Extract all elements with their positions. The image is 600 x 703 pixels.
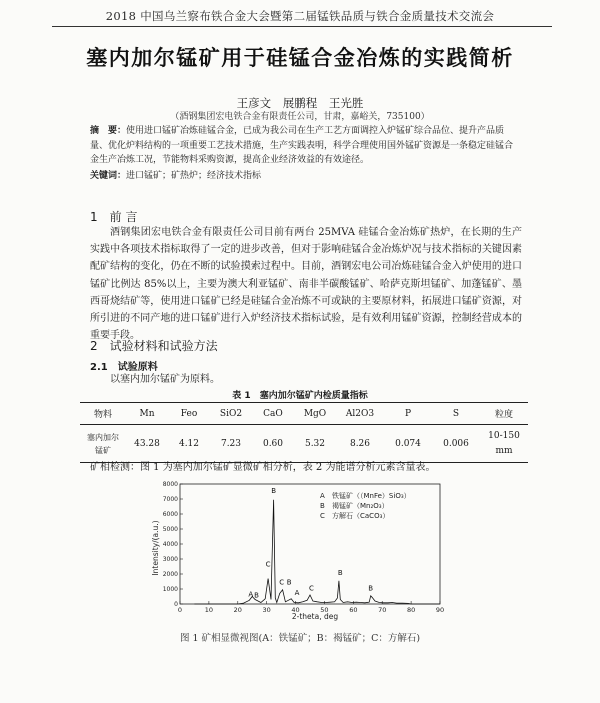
peak-label: A (294, 589, 300, 597)
proceedings-header: 2018 中国乌兰察布铁合金大会暨第二届锰铁品质与铁合金质量技术交流会 (105, 9, 495, 23)
table-header-cell: Al2O3 (345, 408, 375, 419)
peak-label: B (368, 584, 374, 593)
x-tick-label: 50 (320, 606, 329, 614)
x-tick-label: 80 (406, 606, 416, 614)
legend-key: B (320, 502, 325, 510)
table-cell: 43.28 (134, 438, 160, 449)
table-cell: 5.32 (304, 438, 326, 449)
x-tick-label: 60 (349, 606, 358, 614)
section-1-heading: 1 前 言 (90, 210, 138, 224)
abstract-text: 使用进口锰矿冶炼硅锰合金，已成为我公司在生产工艺方面调控入炉锰矿综合品位、提升产品质量、优化炉料结构的一项重要工艺技术措施，生产实践表明，科学合理使用国外锰矿资源是一条稳定硅锰合金生产冶炼工况，节能物料采购资源，提高企业经济效益的有效途径。 (90, 126, 514, 165)
peak-label: B (286, 578, 292, 587)
table-cell: 0.074 (395, 438, 421, 449)
peak-label: B (337, 568, 343, 577)
y-tick-label: 8000 (162, 481, 178, 488)
table-header-cell: SiO2 (219, 408, 243, 419)
section-1-paragraph: 酒钢集团宏电铁合金有限责任公司目前有两台 25MVA 硅锰合金冶炼矿热炉，在长期的生产实践中各项技术指标取得了一定的进步改善，但对于影响硅锰合金冶炼炉况与技术指标的关键因素配矿结构的变化，仍在不断的试验摸索过程中。目前，酒钢宏电公司冶炼硅锰合金入炉使用的进口锰矿比例达 85%以上，主要为澳大利亚锰矿、南非半碳酸锰矿、哈萨克斯坦锰矿、加蓬锰矿、墨西哥烧结矿等，使用进口锰矿已经是硅锰合金冶炼不可或缺的主要原材料，拓展进口锰矿资源，对所引进的不同产地的进口锰矿进行入炉经济技术指标试验，是有效利用锰矿资源，控制经营成本的重要手段。 (90, 227, 522, 342)
table-header-cell: Feo (180, 408, 198, 419)
table-row-label: 塞内加尔锰矿 (87, 432, 119, 455)
abstract (90, 124, 520, 168)
table-row (80, 425, 528, 463)
table-cell: 7.23 (220, 438, 242, 449)
xrd-chart (150, 478, 450, 623)
table-1 (80, 402, 528, 463)
peak-label: C (265, 560, 271, 569)
x-tick-label: 0 (177, 606, 183, 614)
keywords (90, 168, 520, 181)
y-tick-label: 1000 (162, 586, 178, 593)
table-header-cell: CaO (263, 408, 283, 419)
x-tick-label: 40 (291, 606, 300, 614)
figure-1-caption: 图 1 矿相显微视图(A：铁锰矿；B：褐锰矿；C：方解石) (179, 633, 421, 644)
table-header-row (80, 403, 528, 425)
subsection-2-1-text: 以塞内加尔锰矿为原料。 (110, 374, 220, 385)
y-tick-label: 0 (174, 601, 178, 608)
legend-entry: 方解石（CaCO₃） (332, 512, 390, 520)
table-header-cell: S (452, 408, 460, 419)
header-rule (52, 26, 552, 27)
legend-entry: 铁锰矿（（MnFe）SiO₃） (332, 492, 411, 500)
affiliation: （酒钢集团宏电铁合金有限责任公司，甘肃，嘉峪关，735100） (170, 112, 430, 122)
legend-entry: 褐锰矿（Mn₂O₃） (332, 502, 389, 510)
y-axis-label: Intensity/(a.u.) (151, 520, 160, 576)
table-1-caption: 表 1 塞内加尔锰矿内检质量指标 (232, 391, 368, 401)
abstract-label: 摘 要： (90, 126, 127, 136)
y-tick-label: 2000 (162, 571, 178, 578)
table-header-cell: P (404, 408, 412, 419)
peak-label: B (271, 487, 277, 495)
author-3: 王光胜 (328, 96, 364, 110)
y-tick-label: 6000 (162, 511, 178, 518)
legend-key: A (320, 492, 325, 500)
table-cell: 0.006 (443, 438, 469, 449)
y-tick-label: 5000 (162, 526, 178, 533)
table-cell-size (480, 425, 528, 463)
author-1: 王彦文 (236, 96, 272, 110)
table-cell: 4.12 (178, 438, 200, 449)
table-header-cell: MgO (303, 408, 327, 419)
table-cell: 0.60 (262, 438, 284, 449)
keywords-text: 进口锰矿；矿热炉；经济技术指标 (126, 171, 262, 181)
paper-title: 塞内加尔锰矿用于硅锰合金冶炼的实践简析 (86, 46, 514, 70)
table-header-cell: 粒度 (494, 410, 513, 420)
x-tick-label: 30 (262, 606, 271, 614)
x-tick-label: 70 (378, 606, 387, 614)
subsection-2-1-heading: 2.1 试验原料 (90, 362, 158, 373)
y-tick-label: 3000 (162, 556, 178, 563)
size-range: 10-150 (488, 430, 520, 441)
legend-key: C (320, 512, 325, 520)
peak-label: C (308, 584, 314, 593)
author-2: 展鹏程 (282, 96, 318, 110)
x-tick-label: 10 (204, 606, 214, 614)
peak-label: A (248, 590, 254, 599)
xrd-figure (150, 478, 450, 627)
section-2-heading: 2 试验材料和试验方法 (90, 339, 218, 353)
y-tick-label: 4000 (162, 541, 178, 548)
detection-text: 矿相检测：图 1 为塞内加尔锰矿显微矿相分析，表 2 为能谱分析元素含量表。 (90, 462, 436, 473)
table-header-cell: Mn (139, 408, 155, 419)
keywords-label: 关键词： (90, 171, 127, 181)
peak-label: C (279, 578, 285, 587)
peak-label: B (254, 591, 259, 600)
x-tick-label: 20 (233, 606, 242, 614)
table-cell: 8.26 (349, 438, 371, 449)
table-header-cell: 物料 (93, 410, 112, 420)
x-tick-label: 90 (435, 606, 445, 614)
size-unit: mm (495, 445, 513, 456)
y-tick-label: 7000 (162, 496, 178, 503)
x-axis-label: 2-theta, deg (291, 612, 339, 621)
